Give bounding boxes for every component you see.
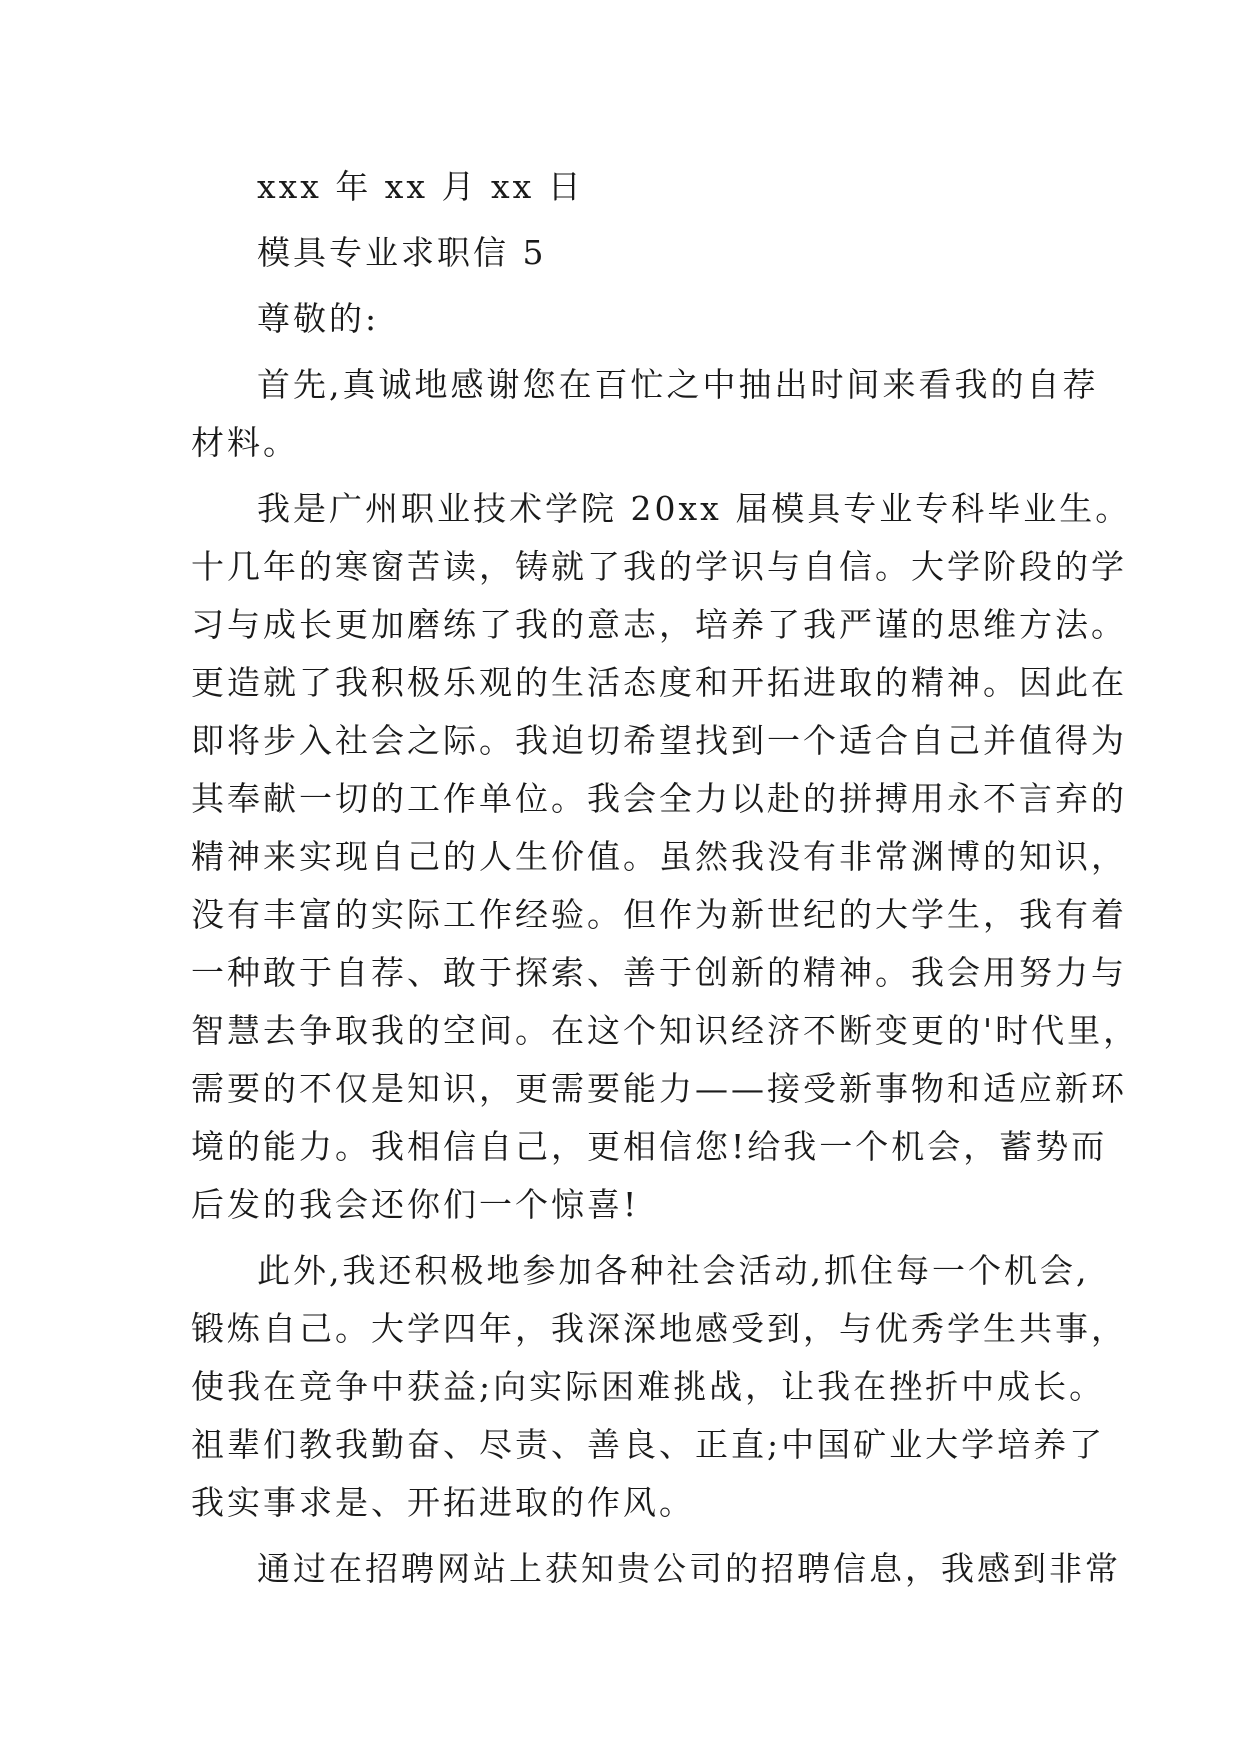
paragraph-line: 没有丰富的实际工作经验。但作为新世纪的大学生，我有着 [191, 895, 1127, 934]
paragraph-line: 一种敢于自荐、敢于探索、善于创新的精神。我会用努力与 [191, 953, 1127, 992]
paragraph-line: 习与成长更加磨练了我的意志，培养了我严谨的思维方法。 [191, 605, 1127, 644]
paragraph-line: 使我在竞争中获益;向实际困难挑战，让我在挫折中成长。 [191, 1367, 1106, 1406]
paragraph-3 [191, 1242, 1127, 1532]
paragraph-1 [191, 356, 1099, 472]
paragraph-line: 需要的不仅是知识，更需要能力——接受新事物和适应新环 [191, 1069, 1127, 1108]
paragraph-2 [191, 480, 1140, 1234]
paragraph-line: 后发的我会还你们一个惊喜! [191, 1185, 640, 1224]
date-line: xxx 年 xx 月 xx 日 [257, 167, 584, 206]
paragraph-line: 智慧去争取我的空间。在这个知识经济不断变更的'时代里， [191, 1011, 1140, 1050]
paragraph-line: 通过在招聘网站上获知贵公司的招聘信息，我感到非常 [257, 1549, 1121, 1588]
paragraph-line: 锻炼自己。大学四年，我深深地感受到，与优秀学生共事， [191, 1309, 1127, 1348]
paragraph-line: 材料。 [191, 423, 299, 462]
paragraph-line: 境的能力。我相信自己，更相信您!给我一个机会，蓄势而 [191, 1127, 1108, 1166]
paragraph-line: 其奉献一切的工作单位。我会全力以赴的拼搏用永不言弃的 [191, 779, 1127, 818]
paragraph-4 [191, 1540, 1121, 1598]
paragraph-line: 即将步入社会之际。我迫切希望找到一个适合自己并值得为 [191, 721, 1127, 760]
paragraph-line: 十几年的寒窗苦读，铸就了我的学识与自信。大学阶段的学 [191, 547, 1127, 586]
salutation: 尊敬的: [257, 299, 380, 338]
paragraph-line: 首先,真诚地感谢您在百忙之中抽出时间来看我的自荐 [257, 365, 1099, 404]
paragraph-line: 我实事求是、开拓进取的作风。 [191, 1483, 695, 1522]
letter-body [191, 158, 1140, 1598]
paragraph-line: 我是广州职业技术学院 20xx 届模具专业专科毕业生。 [257, 489, 1132, 528]
paragraph-line: 精神来实现自己的人生价值。虽然我没有非常渊博的知识， [191, 837, 1127, 876]
paragraph-line: 此外,我还积极地参加各种社会活动,抓住每一个机会, [257, 1251, 1090, 1290]
paragraph-line: 祖辈们教我勤奋、尽责、善良、正直;中国矿业大学培养了 [191, 1425, 1106, 1464]
letter-title: 模具专业求职信 5 [257, 233, 547, 272]
paragraph-line: 更造就了我积极乐观的生活态度和开拓进取的精神。因此在 [191, 663, 1127, 702]
